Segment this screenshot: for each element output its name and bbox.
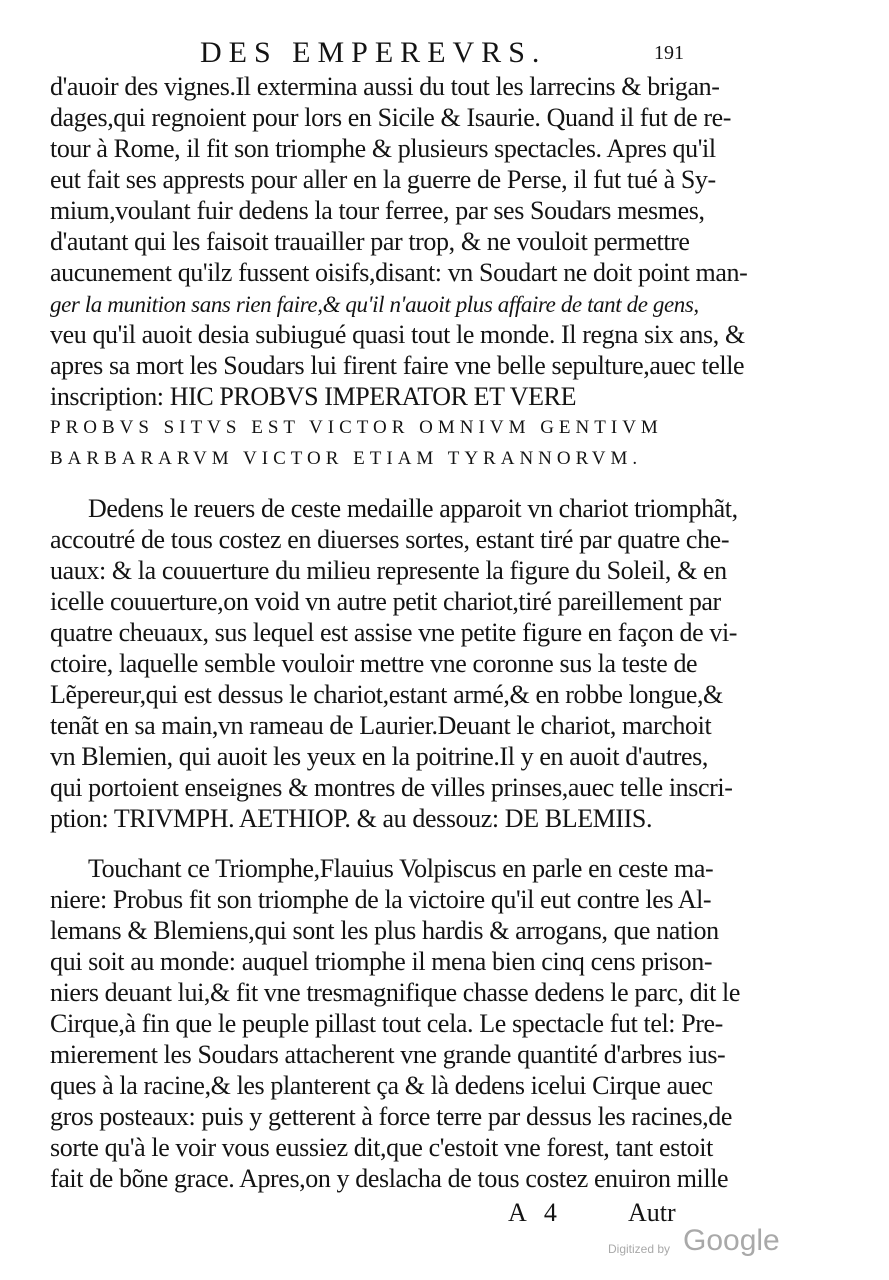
- text-line: veu qu'il auoit desia subiugué quasi tout le monde. Il regna six ans, &: [50, 320, 745, 349]
- inscription-line: ption: TRIVMPH. AETHIOP. & au dessouz: DE BLEMIIS.: [50, 804, 653, 833]
- text-line: aucunement qu'ilz fussent oisifs,disant: vn Soudart ne doit point man-: [50, 258, 748, 287]
- text-line: mierement les Soudars attacherent vne grande quantité d'arbres ius-: [50, 1040, 726, 1069]
- text-line: apres sa mort les Soudars lui firent faire vne belle sepulture,auec telle: [50, 351, 745, 380]
- text-line: niere: Probus fit son triomphe de la victoire qu'il eut contre les Al-: [50, 885, 712, 914]
- text-line: mium,voulant fuir dedens la tour ferree, par ses Soudars mesmes,: [50, 196, 705, 225]
- text-line: qui portoient enseignes & montres de villes prinses,auec telle inscri-: [50, 773, 733, 802]
- watermark-brand: Google: [683, 1224, 780, 1257]
- text-line: sorte qu'à le voir vous eussiez dit,que c'estoit vne forest, tant estoit: [50, 1133, 713, 1162]
- text-line: Lẽpereur,qui est dessus le chariot,estant armé,& en robbe longue,&: [50, 680, 723, 709]
- text-line: tenãt en sa main,vn rameau de Laurier.Deuant le chariot, marchoit: [50, 711, 712, 740]
- inscription-line: PROBVS SITVS EST VICTOR OMNIVM GENTIVM: [50, 417, 663, 438]
- text-line: ques à la racine,& les planterent ça & là dedens icelui Cirque auec: [50, 1071, 713, 1100]
- text-line: qui soit au monde: auquel triomphe il mena bien cinq cens prison-: [50, 947, 713, 976]
- digitized-watermark: [608, 1226, 808, 1266]
- text-line: uaux: & la couuerture du milieu represente la figure du Soleil, & en: [50, 556, 727, 585]
- text-line: quatre cheuaux, sus lequel est assise vne petite figure en façon de vi-: [50, 618, 738, 647]
- running-title: DES EMPEREVRS.: [200, 36, 547, 69]
- text-line: d'autant qui les faisoit trauailler par trop, & ne vouloit permettre: [50, 227, 690, 256]
- text-line: gros posteaux: puis y getterent à force terre par dessus les racines,de: [50, 1102, 733, 1131]
- page-number: 191: [654, 42, 684, 64]
- text-line: vn Blemien, qui auoit les yeux en la poitrine.Il y en auoit d'autres,: [50, 742, 708, 771]
- text-line: Cirque,à fin que le peuple pillast tout cela. Le spectacle fut tel: Pre-: [50, 1009, 723, 1038]
- text-line: ctoire, laquelle semble vouloir mettre vne coronne sus la teste de: [50, 649, 698, 678]
- inscription-line: BARBARARVM VICTOR ETIAM TYRANNORVM.: [50, 448, 643, 469]
- signature-mark: A 4: [508, 1198, 563, 1227]
- text-line: Dedens le reuers de ceste medaille apparoit vn chariot triomphãt,: [88, 494, 738, 523]
- text-line: accoutré de tous costez en diuerses sortes, estant tiré par quatre che-: [50, 525, 730, 554]
- text-line-italic: ger la munition sans rien faire,& qu'il n'auoit plus affaire de tant de gens,: [50, 292, 699, 317]
- watermark-prefix: Digitized by: [608, 1242, 671, 1256]
- text-line: icelle couuerture,on void vn autre petit chariot,tiré pareillement par: [50, 587, 721, 616]
- text-line: eut fait ses apprests pour aller en la guerre de Perse, il fut tué à Sy-: [50, 165, 716, 194]
- text-line: lemans & Blemiens,qui sont les plus hardis & arrogans, que nation: [50, 916, 719, 945]
- inscription-line: inscription: HIC PROBVS IMPERATOR ET VERE: [50, 382, 577, 411]
- text-line: niers deuant lui,& fit vne tresmagnifique chasse dedens le parc, dit le: [50, 978, 740, 1007]
- running-head: [0, 36, 889, 76]
- text-line: Touchant ce Triomphe,Flauius Volpiscus en parle en ceste ma-: [88, 854, 714, 883]
- text-line: d'auoir des vignes.Il extermina aussi du tout les larrecins & brigan-: [50, 72, 720, 101]
- text-line: fait de bõne grace. Apres,on y deslacha de tous costez enuiron mille: [50, 1164, 729, 1193]
- text-line: tour à Rome, il fit son triomphe & plusieurs spectacles. Apres qu'il: [50, 134, 716, 163]
- text-line: dages,qui regnoient pour lors en Sicile & Isaurie. Quand il fut de re-: [50, 103, 732, 132]
- catchword: Autr: [628, 1198, 676, 1227]
